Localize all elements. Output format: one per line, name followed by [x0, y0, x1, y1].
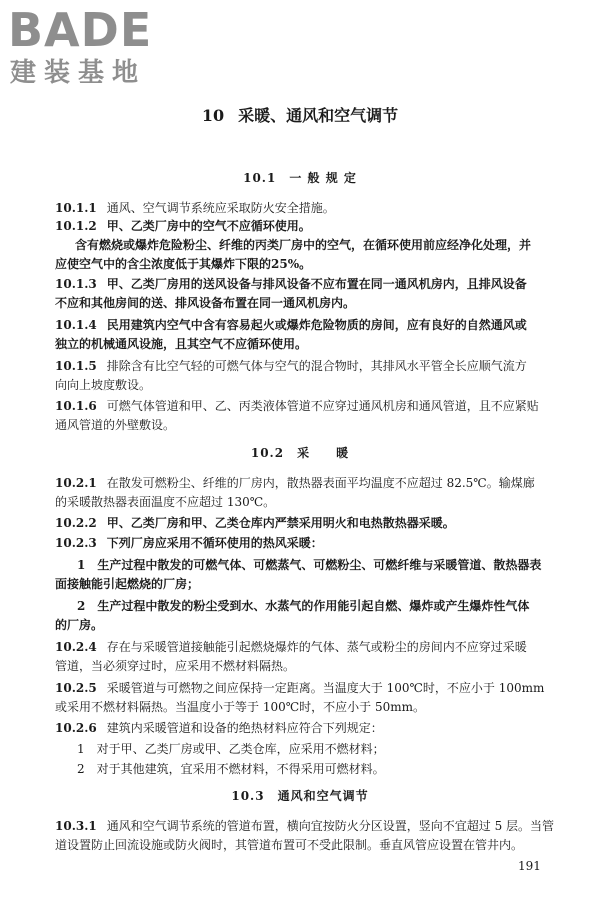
clause-line — [55, 398, 539, 414]
clause-line: 的采暖散热器表面温度不应超过 130℃。 — [55, 495, 276, 509]
clause-line — [55, 358, 527, 374]
logo — [8, 3, 178, 96]
chapter-title — [0, 106, 600, 126]
clause-line: 含有燃烧或爆炸危险粉尘、纤维的丙类厂房中的空气，在循环使用前应经净化处理，并 — [75, 238, 532, 252]
clause-number: 10.1.5 — [55, 359, 97, 373]
section-number: 10.3 — [231, 789, 265, 803]
clause-line — [55, 818, 554, 834]
list-item: 面接触能引起燃烧的厂房； — [55, 577, 200, 591]
list-item: 2 生产过程中散发的粉尘受到水、水蒸气的作用能引起自燃、爆炸或产生爆炸性气体 — [77, 599, 530, 613]
clause-line: 不应和其他房间的送、排风设备布置在同一通风机房内。 — [55, 296, 356, 310]
clause-number: 10.1.4 — [55, 318, 97, 332]
section-title-text: 一 般 规 定 — [289, 171, 357, 185]
section-title-text: 通风和空气调节 — [277, 789, 369, 803]
clause-text: 排除含有比空气轻的可燃气体与空气的混合物时，其排风水平管全长应顺气流方 — [106, 359, 527, 373]
clause-number: 10.2.5 — [55, 681, 97, 695]
clause-text: 可燃气体管道和甲、乙、丙类液体管道不应穿过通风机房和通风管道，且不应紧贴 — [106, 399, 539, 413]
clause-number: 10.1.1 — [55, 201, 97, 215]
clause-text: 甲、乙类厂房和甲、乙类仓库内严禁采用明火和电热散热器采暖。 — [106, 516, 455, 530]
section-number: 10.1 — [243, 171, 277, 185]
section-heading — [0, 445, 600, 461]
clause-line: 向向上坡度敷设。 — [55, 378, 152, 392]
clause-text: 甲、乙类厂房中的空气不应循环使用。 — [106, 219, 311, 233]
clause-line: 或采用不燃材料隔热。当温度小于等于 100℃时，不应小于 50mm。 — [55, 700, 425, 714]
list-item: 1 对于甲、乙类厂房或甲、乙类仓库，应采用不燃材料； — [77, 742, 385, 756]
clause-line — [55, 515, 455, 531]
clause-number: 10.2.2 — [55, 516, 97, 530]
clause-line — [55, 475, 535, 491]
list-item: 2 对于其他建筑，宜采用不燃材料，不得采用可燃材料。 — [77, 762, 385, 776]
logo-subtitle: 建装基地 — [10, 58, 147, 88]
clause-text: 下列厂房应采用不循环使用的热风采暖： — [106, 536, 323, 550]
section-title-text: 采 暖 — [297, 446, 350, 460]
clause-number: 10.1.3 — [55, 277, 97, 291]
clause-line — [55, 200, 335, 216]
clause-line — [55, 317, 527, 333]
clause-line — [55, 680, 544, 696]
clause-line — [55, 720, 383, 736]
chapter-title-text: 采暖、通风和空气调节 — [238, 106, 399, 125]
section-heading — [0, 170, 600, 186]
clause-line: 管道，当必须穿过时，应采用不燃材料隔热。 — [55, 659, 296, 673]
clause-number: 10.1.6 — [55, 399, 97, 413]
clause-number: 10.2.6 — [55, 721, 97, 735]
clause-text: 采暖管道与可燃物之间应保持一定距离。当温度大于 100℃时，不应小于 100mm — [106, 681, 545, 695]
clause-number: 10.1.2 — [55, 219, 97, 233]
clause-line: 独立的机械通风设施，且其空气不应循环使用。 — [55, 337, 308, 351]
clause-line — [55, 218, 311, 234]
clause-line: 通风管道的外壁敷设。 — [55, 418, 176, 432]
clause-text: 存在与采暖管道接触能引起燃烧爆炸的气体、蒸气或粉尘的房间内不应穿过采暖 — [106, 640, 527, 654]
clause-line: 应使空气中的含尘浓度低于其爆炸下限的25%。 — [55, 257, 312, 271]
section-heading — [0, 788, 600, 804]
clause-text: 通风、空气调节系统应采取防火安全措施。 — [106, 201, 335, 215]
clause-line: 道设置防止回流设施或防火阀时，其管道布置可不受此限制。垂直风管应设置在管井内。 — [55, 838, 524, 852]
list-item: 的厂房。 — [55, 618, 104, 632]
page-number: 191 — [518, 859, 541, 873]
logo-wordmark: BADE — [8, 3, 153, 57]
clause-line — [55, 276, 527, 292]
clause-line — [55, 639, 527, 655]
clause-text: 通风和空气调节系统的管道布置，横向宜按防火分区设置，竖向不宜超过 5 层。当管 — [106, 819, 555, 833]
chapter-number: 10 — [201, 106, 225, 125]
list-item: 1 生产过程中散发的可燃气体、可燃蒸气、可燃粉尘、可燃纤维与采暖管道、散热器表 — [77, 558, 542, 572]
clause-text: 建筑内采暖管道和设备的绝热材料应符合下列规定： — [106, 721, 383, 735]
clause-number: 10.2.4 — [55, 640, 97, 654]
clause-number: 10.2.3 — [55, 536, 97, 550]
clause-number: 10.3.1 — [55, 819, 97, 833]
clause-text: 民用建筑内空气中含有容易起火或爆炸危险物质的房间，应有良好的自然通风或 — [106, 318, 527, 332]
clause-text: 在散发可燃粉尘、纤维的厂房内，散热器表面平均温度不应超过 82.5℃。输煤廊 — [106, 476, 535, 490]
clause-line — [55, 535, 323, 551]
section-number: 10.2 — [250, 446, 285, 460]
clause-number: 10.2.1 — [55, 476, 97, 490]
clause-text: 甲、乙类厂房用的送风设备与排风设备不应布置在同一通风机房内，且排风设备 — [106, 277, 527, 291]
